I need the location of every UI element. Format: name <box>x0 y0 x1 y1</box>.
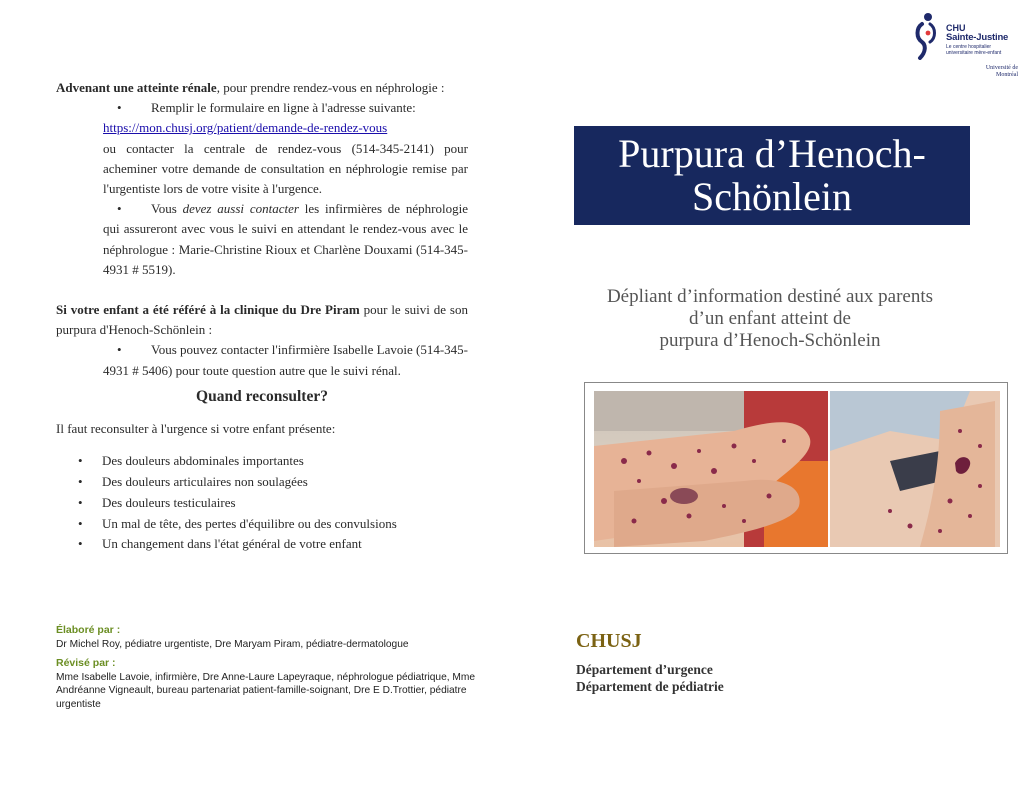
department-emergency: Département d’urgence <box>576 662 713 677</box>
organization-name: CHUSJ <box>576 630 642 652</box>
list-item: • Des douleurs abdominales importantes <box>78 451 468 472</box>
list-item: • Des douleurs articulaires non soulagées <box>78 472 468 493</box>
chusj-logo-icon <box>912 12 942 60</box>
appointment-link[interactable]: https://mon.chusj.org/patient/demande-de-rendez-vous <box>103 120 388 136</box>
subtitle-line-3: purpura d’Henoch-Schönlein <box>659 330 881 351</box>
cover-title <box>574 126 970 225</box>
revised-title: Révisé par : <box>56 657 116 669</box>
bullet-dot <box>103 199 151 219</box>
logo-chu-text: CHU <box>946 23 966 33</box>
revised-text: Mme Isabelle Lavoie, infirmière, Dre Anne-Laure Lapeyraque, néphrologue pédiatrique, Mme Andréanne Vigneault, bureau partenariat patient-famille-soignant, Dre E D.Trottier, pédiatre urgentiste <box>56 671 476 710</box>
feet-illustration <box>594 391 828 547</box>
title-line-1: Purpura d’Henoch- <box>618 131 926 176</box>
purpura-ankle-photo <box>830 391 1000 547</box>
subtitle-line-1: Dépliant d’information destiné aux parents <box>606 286 934 307</box>
purpura-feet-photo <box>594 391 828 547</box>
credits <box>56 624 476 711</box>
appointment-phone-text: ou contacter la centrale de rendez-vous (514-345-2141) pour acheminer votre demande de consultation en néphrologie remise par l'urgentiste lors de votre visite à l'urgence. <box>103 140 468 197</box>
nephrology-lead: Advenant une atteinte rénale <box>56 80 217 95</box>
lavoie-bullet <box>103 340 468 380</box>
list-item: • Un changement dans l'état général de votre enfant <box>78 534 468 555</box>
piram-lead: Si votre enfant a été référé à la clinique du Dre Piram <box>56 302 360 318</box>
university-logo-text: Université de Montréal <box>985 65 1018 78</box>
departments <box>576 661 724 695</box>
online-form-bullet <box>103 98 468 199</box>
logo-name-text: Sainte-Justine <box>946 32 1009 43</box>
subtitle-line-2: d’un enfant atteint de <box>689 308 851 329</box>
cover-subtitle <box>560 286 980 352</box>
purpura-photo-frame <box>584 382 1008 554</box>
reconsult-intro: Il faut reconsulter à l'urgence si votre enfant présente: <box>56 421 336 437</box>
authored-title: Élaboré par : <box>56 624 121 636</box>
nurses-bullet <box>103 199 468 280</box>
spacer <box>56 280 468 300</box>
ankle-illustration <box>830 391 1000 547</box>
nephrology-lead-rest: , pour prendre rendez-vous en néphrologie : <box>216 80 445 95</box>
title-line-2: Schönlein <box>692 174 852 219</box>
online-form-text: Remplir le formulaire en ligne à l'adresse suivante: <box>151 100 416 116</box>
list-item: • Un mal de tête, des pertes d'équilibre ou des convulsions <box>78 514 468 535</box>
department-pediatrics: Département de pédiatrie <box>576 679 724 694</box>
piram-lead-rest: pour le suivi de son purpura d'Henoch-Schönlein : <box>56 302 468 338</box>
bullet-dot <box>103 98 151 118</box>
chusj-logo <box>912 10 1017 80</box>
nurses-text-post: les infirmières de néphrologie qui assureront avec vous le suivi en attendant le rendez-vous avec le néphrologue : Marie-Christine Rioux et Charlène Douxami (514-345-4931 # 5519). <box>103 201 468 277</box>
bullet-dot <box>103 340 151 360</box>
list-item: • Des douleurs testiculaires <box>78 493 468 514</box>
left-column <box>56 78 468 555</box>
logo-subtitle: Le centre hospitalier universitaire mère-enfant <box>946 44 1002 56</box>
nurses-text-italic: devez aussi contacter <box>182 201 299 217</box>
nephrology-paragraph <box>56 78 468 98</box>
nurses-text-pre: Vous <box>151 201 183 217</box>
authored-text: Dr Michel Roy, pédiatre urgentiste, Dre Maryam Piram, pédiatre-dermatologue <box>56 638 409 650</box>
symptom-list <box>78 451 468 555</box>
lavoie-text: Vous pouvez contacter l'infirmière Isabelle Lavoie (514-345-4931 # 5406) pour toute question autre que le suivi rénal. <box>103 342 468 378</box>
section-heading: Quand reconsulter? <box>196 387 328 405</box>
piram-paragraph <box>56 300 468 340</box>
